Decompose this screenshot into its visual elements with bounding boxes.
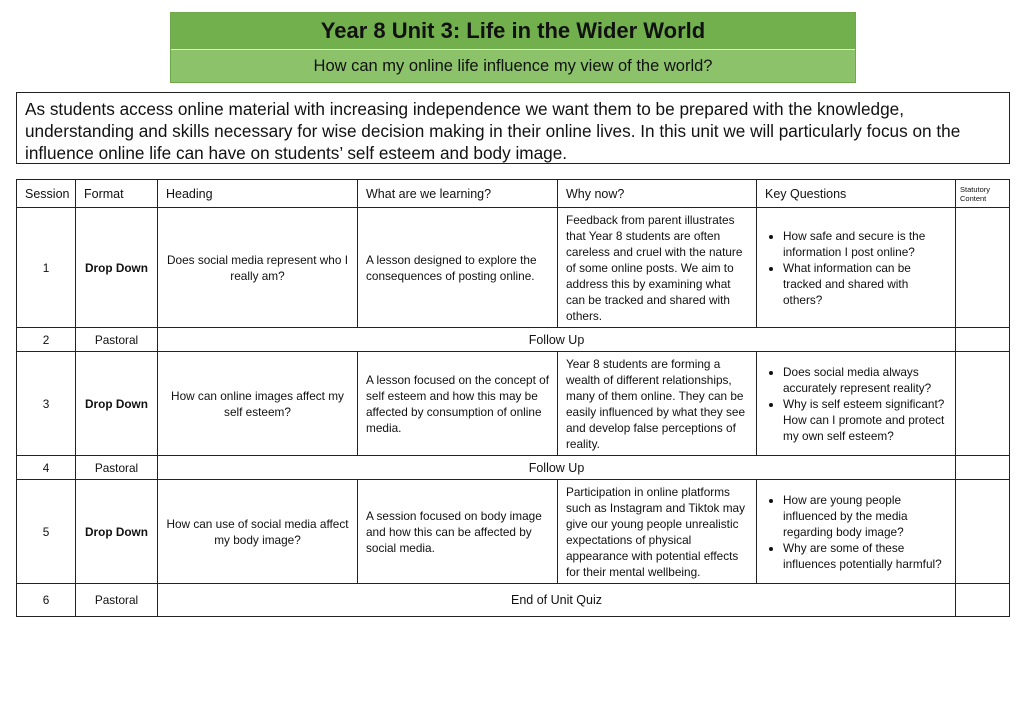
why-now-cell: Year 8 students are forming a wealth of different relationships, many of them online. They can be easily influenced by what they see and develop false perceptions of reality. — [558, 352, 757, 456]
session-number: 6 — [17, 584, 76, 617]
learning-cell: A lesson focused on the concept of self esteem and how this may be affected by consumption of online media. — [358, 352, 558, 456]
col-header-key-questions: Key Questions — [757, 180, 956, 208]
why-now-cell: Participation in online platforms such as Instagram and Tiktok may give our young people unrealistic expectations of physical appearance with potential effects for their mental wellbeing. — [558, 480, 757, 584]
col-header-heading: Heading — [158, 180, 358, 208]
session-number: 4 — [17, 456, 76, 480]
span-cell: Follow Up — [158, 456, 956, 480]
table-row — [17, 352, 1010, 456]
table-row — [17, 480, 1010, 584]
format-cell: Pastoral — [76, 584, 158, 617]
table-row — [17, 456, 1010, 480]
why-now-cell: Feedback from parent illustrates that Year 8 students are often careless and cruel with the nature of some online posts. We aim to address this by examining what can be tracked and shared with others. — [558, 208, 757, 328]
col-header-learning: What are we learning? — [358, 180, 558, 208]
statutory-cell — [956, 208, 1010, 328]
statutory-cell — [956, 328, 1010, 352]
heading-cell: Does social media represent who I really am? — [158, 208, 358, 328]
col-header-why-now: Why now? — [558, 180, 757, 208]
key-questions-cell — [757, 352, 956, 456]
format-cell: Pastoral — [76, 328, 158, 352]
page-subtitle: How can my online life influence my view of the world? — [171, 50, 855, 82]
key-question: • What information can be tracked and shared with others? — [783, 260, 947, 308]
col-header-format: Format — [76, 180, 158, 208]
key-question: • Does social media always accurately represent reality? — [783, 364, 947, 396]
format-cell: Drop Down — [76, 480, 158, 584]
key-question: • How are young people influenced by the media regarding body image? — [783, 492, 947, 540]
learning-cell: A session focused on body image and how this can be affected by social media. — [358, 480, 558, 584]
heading-cell: How can use of social media affect my body image? — [158, 480, 358, 584]
session-number: 1 — [17, 208, 76, 328]
col-header-statutory: Statutory Content — [956, 180, 1010, 208]
key-question: • How safe and secure is the information I post online? — [783, 228, 947, 260]
key-questions-cell — [757, 208, 956, 328]
statutory-cell — [956, 480, 1010, 584]
table-row — [17, 584, 1010, 617]
session-number: 5 — [17, 480, 76, 584]
session-number: 3 — [17, 352, 76, 456]
heading-cell: How can online images affect my self esteem? — [158, 352, 358, 456]
statutory-cell — [956, 584, 1010, 617]
unit-banner — [170, 12, 856, 83]
key-question: • Why is self esteem significant? How can I promote and protect my own self esteem? — [783, 396, 947, 444]
format-cell: Drop Down — [76, 352, 158, 456]
format-cell: Drop Down — [76, 208, 158, 328]
table-header-row — [17, 180, 1010, 208]
table-row — [17, 208, 1010, 328]
table-row — [17, 328, 1010, 352]
col-header-session: Session — [17, 180, 76, 208]
learning-cell: A lesson designed to explore the consequences of posting online. — [358, 208, 558, 328]
page-title: Year 8 Unit 3: Life in the Wider World — [171, 13, 855, 50]
span-cell: End of Unit Quiz — [158, 584, 956, 617]
span-cell: Follow Up — [158, 328, 956, 352]
key-question: • Why are some of these influences potentially harmful? — [783, 540, 947, 572]
statutory-cell — [956, 352, 1010, 456]
statutory-cell — [956, 456, 1010, 480]
session-number: 2 — [17, 328, 76, 352]
intro-text: As students access online material with increasing independence we want them to be prepared with the knowledge, understanding and skills necessary for wise decision making in their online lives. In this unit we will particularly focus on the influence online life can have on students’ self esteem and body image. — [16, 92, 1010, 164]
key-questions-cell — [757, 480, 956, 584]
format-cell: Pastoral — [76, 456, 158, 480]
session-table — [16, 179, 1010, 617]
